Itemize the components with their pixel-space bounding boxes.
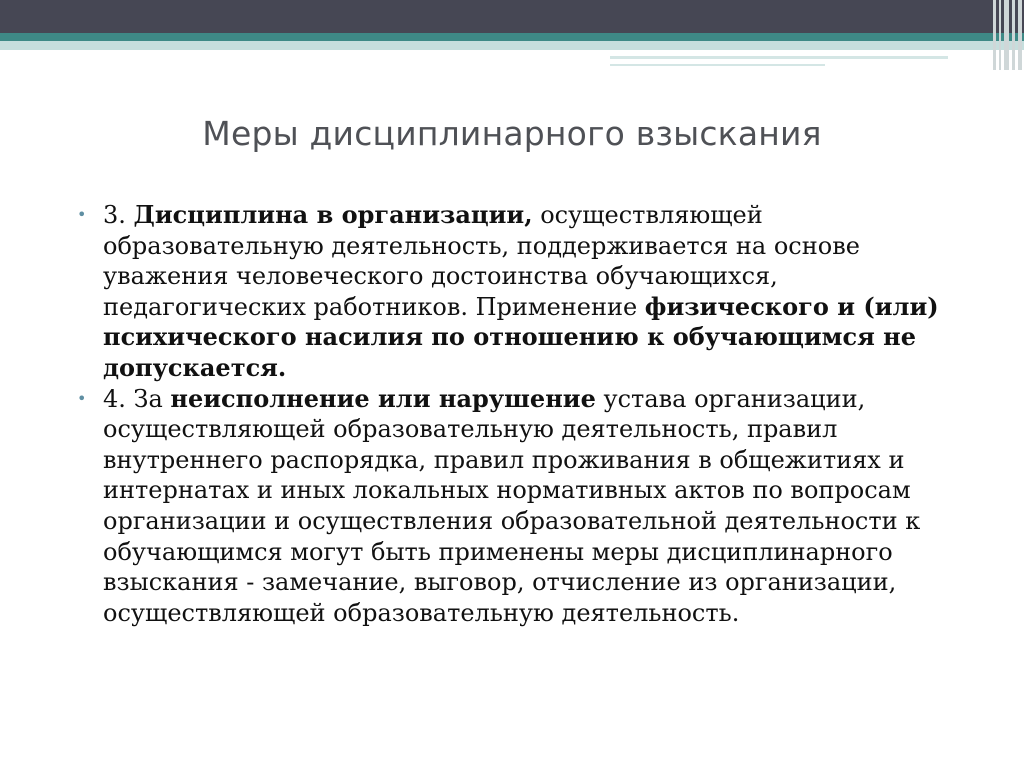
bullet-number: 4. За — [103, 384, 171, 413]
emphasis-text: неисполнение или нарушение — [170, 383, 596, 413]
header-light-band — [0, 41, 1024, 50]
decorative-vertical-bars — [990, 0, 1024, 70]
header-accent-band — [0, 33, 1024, 41]
emphasis-text: Дисциплина в организации, — [133, 200, 533, 229]
body-text: осуществляющей образовательную деятельность, поддерживается на основе уважения человеческого достоинства обучающихся, педагогических работников. Применение — [103, 201, 860, 321]
bullet-icon: • — [77, 205, 87, 224]
bullet-number: 3. — [103, 201, 134, 229]
bullet-icon: • — [77, 388, 87, 408]
slide-content — [77, 200, 983, 628]
bullet-item — [77, 383, 983, 629]
decorative-line — [610, 64, 825, 66]
bullet-item — [77, 200, 983, 384]
slide-title: Меры дисциплинарного взыскания — [202, 114, 822, 153]
body-text: устава организации, осуществляющей образовательную деятельность, правил внутреннего распорядка, правил проживания в общежитиях и интернатах и иных локальных нормативных актов по вопросам организации и осуществления образовательной деятельности к обучающимся могут быть применены меры дисциплинарного взыскания - замечание, выговор, отчисление из организации, осуществляющей образовательную деятельность. — [103, 384, 921, 627]
emphasis-text: физического и (или) психического насилия по отношению к обучающимся не допускается. — [103, 291, 939, 382]
decorative-line — [610, 56, 948, 59]
header-band — [0, 0, 1024, 33]
